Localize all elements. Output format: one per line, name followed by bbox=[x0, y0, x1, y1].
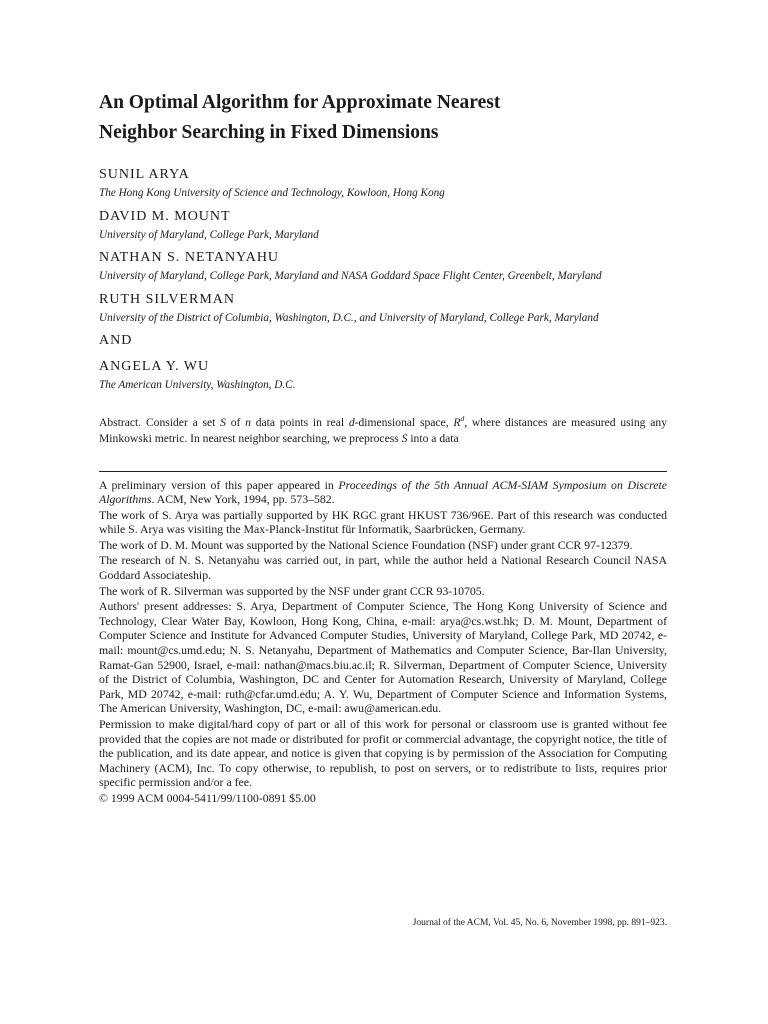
author-list bbox=[99, 166, 667, 393]
abstract-segment: Abstract. Consider a set bbox=[99, 415, 221, 429]
math-variable: S bbox=[220, 415, 226, 429]
footnotes bbox=[99, 478, 667, 806]
author-affiliation: University of Maryland, College Park, Maryland bbox=[99, 228, 319, 241]
math-variable: R bbox=[453, 415, 461, 429]
author-name: DAVID M. MOUNT bbox=[99, 208, 231, 224]
author-affiliation: University of the District of Columbia, Washington, D.C., and University of Maryland, College Park, Maryland bbox=[99, 311, 599, 324]
author-name: RUTH SILVERMAN bbox=[99, 291, 235, 307]
footnote-permission: Permission to make digital/hard copy of part or all of this work for personal or classroom use is granted without fee provided that the copies are not made or distributed for profit or commercial advantage, the copyright notice, the title of the publication, and its date appear, and notice is given that copying is by permission of the Association for Computing Machinery (ACM), Inc. To copy otherwise, to republish, to post on servers, or to redistribute to lists, requires prior specific permission and/or a fee. bbox=[99, 717, 667, 790]
author-affiliation: The American University, Washington, D.C. bbox=[99, 379, 296, 391]
abstract-segment: into a data bbox=[407, 431, 459, 445]
footnote-segment: . ACM, New York, 1994, pp. 573–582. bbox=[151, 492, 335, 507]
math-variable: S bbox=[401, 431, 408, 445]
author-name: NATHAN S. NETANYAHU bbox=[99, 250, 280, 265]
footnote-addresses: Authors' present addresses: S. Arya, Department of Computer Science, The Hong Kong University of Science and Technology, Clear Water Bay, Kowloon, Hong Kong, China, e-mail: arya@cs.wst.hk; D. M. Mount, Department of Computer Science and Institute for Advanced Computer Studies, University of Maryland, College Park, MD 20742, e-mail: mount@cs.umd.edu; N. S. Netanyahu, Department of Mathematics and Computer Science, Bar-Ilan University, Ramat-Gan 52900, Israel, e-mail: nathan@macs.biu.ac.il; R. Silverman, Department of Computer Science, University of the District of Columbia, Washington, DC and Center for Automation Research, University of Maryland, College Park, MD 20742, e-mail: ruth@cfar.umd.edu; A. Y. Wu, Department of Computer Science and Information Systems, The American University, Washington, DC, e-mail: awu@american.edu. bbox=[99, 599, 667, 716]
math-superscript: d bbox=[460, 413, 465, 423]
footnote-mount: The work of D. M. Mount was supported by the National Science Foundation (NSF) under grant CCR 97-12379. bbox=[99, 537, 633, 552]
footnote-silverman: The work of R. Silverman was supported by the NSF under grant CCR 93-10705. bbox=[99, 583, 485, 598]
paper-page bbox=[99, 88, 667, 807]
and-separator: AND bbox=[99, 333, 133, 348]
footnote-segment: A preliminary version of this paper appeared in bbox=[99, 477, 339, 492]
author-name: ANGELA Y. WU bbox=[99, 359, 210, 374]
journal-reference: Journal of the ACM, Vol. 45, No. 6, November 1998, pp. 891–923. bbox=[412, 918, 667, 928]
footnote-preliminary bbox=[99, 478, 667, 507]
abstract-segment: of bbox=[225, 415, 246, 429]
paper-title bbox=[99, 88, 667, 148]
proceedings-title: Proceedings of the 5th Annual ACM-SIAM Symposium on Discrete Algorithms bbox=[99, 477, 667, 507]
footnote-divider bbox=[99, 471, 667, 472]
footnote-arya: The work of S. Arya was partially supported by HK RGC grant HKUST 736/96E. Part of this research was conducted while S. Arya was visiting the Max-Planck-Institut für Informatik, Saarbrücken, Germany. bbox=[99, 507, 667, 537]
math-variable: d bbox=[348, 415, 355, 429]
author-affiliation: University of Maryland, College Park, Maryland and NASA Goddard Space Flight Center, Greenbelt, Maryland bbox=[99, 270, 602, 282]
abstract-segment: data points in real bbox=[250, 415, 349, 429]
math-variable: n bbox=[245, 415, 251, 429]
footnote-netanyahu: The research of N. S. Netanyahu was carried out, in part, while the author held a National Research Council NASA Goddard Associateship. bbox=[99, 553, 667, 583]
title-line-1: An Optimal Algorithm for Approximate Nearest bbox=[99, 92, 501, 113]
footnote-copyright: © 1999 ACM 0004-5411/99/1100-0891 $5.00 bbox=[99, 790, 316, 805]
author-name: SUNIL ARYA bbox=[99, 167, 190, 182]
abstract-segment: , where distances are measured using any Minkowski metric. In nearest neighbor searching, we preprocess bbox=[99, 415, 667, 445]
abstract-segment: -dimensional space, bbox=[354, 415, 454, 429]
abstract-text bbox=[99, 415, 667, 447]
author-affiliation: The Hong Kong University of Science and Technology, Kowloon, Hong Kong bbox=[99, 187, 445, 199]
title-line-2: Neighbor Searching in Fixed Dimensions bbox=[99, 122, 439, 143]
